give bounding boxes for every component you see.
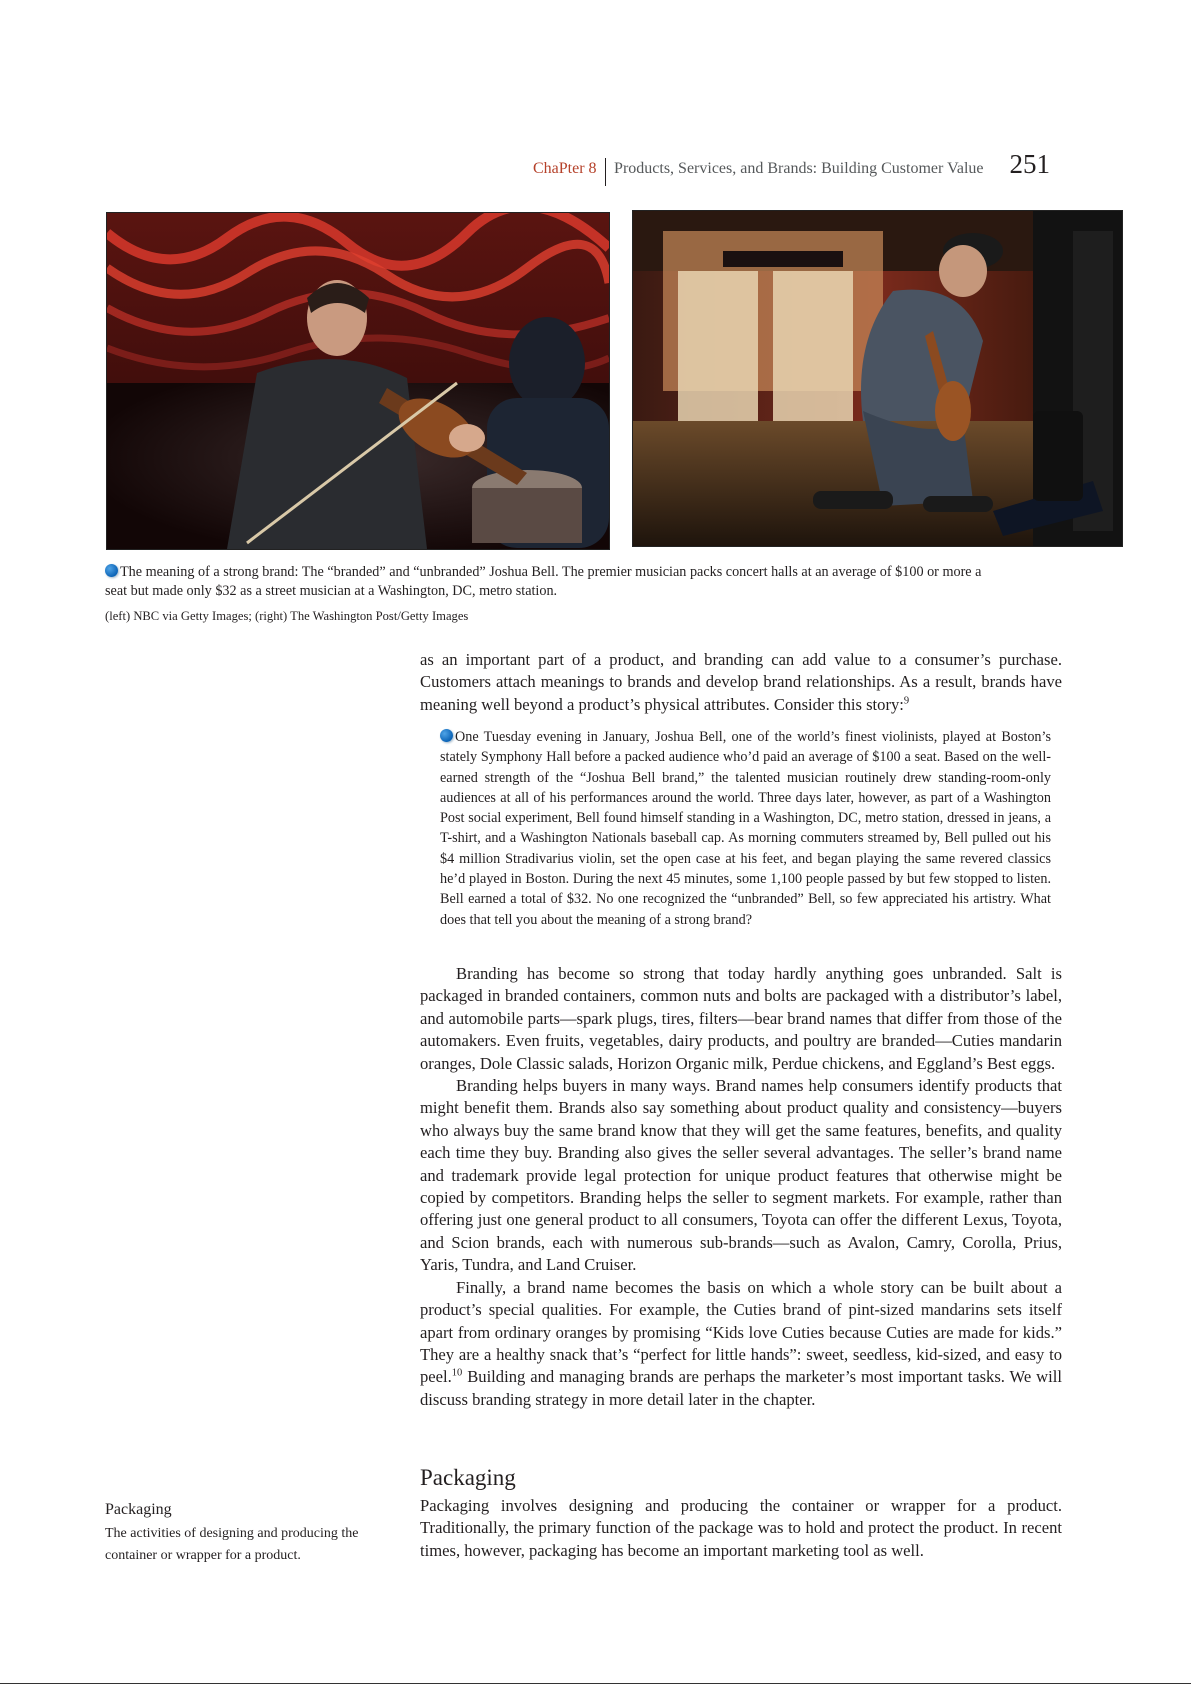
glossary-definition: The activities of designing and producing the container or wrapper for a product. xyxy=(105,1526,359,1563)
endnote-ref-10: 10 xyxy=(451,1367,463,1379)
paragraph-branding-strong: Branding has become so strong that today hardly anything goes unbranded. Salt is packaged in branded containers, common nuts and bolts are packaged with a distributor’s label, and automobile parts—spark plugs, tires, filters—bear brand names that differ from those of the automakers. Even fruits, vegetables, dairy products, and poultry are branded—Cuties mandarin oranges, Dole Classic salads, Horizon Organic milk, Perdue chickens, and Eggland’s Best eggs. xyxy=(420,964,1062,1073)
paragraph-brand-story xyxy=(420,1277,1062,1411)
intro-paragraph xyxy=(420,649,1062,716)
glossary-term: Packaging xyxy=(105,1501,172,1518)
metro-photo-illustration xyxy=(633,211,1122,546)
photo-branded-bell xyxy=(106,212,610,550)
packaging-paragraph xyxy=(420,1495,1062,1562)
photo-credit: (left) NBC via Getty Images; (right) The Washington Post/Getty Images xyxy=(105,609,469,623)
section-heading-packaging: Packaging xyxy=(420,1465,516,1490)
caption-text: The meaning of a strong brand: The “branded” and “unbranded” Joshua Bell. The premier musician packs concert halls at an average of $100 or more a seat but made only $32 as a street musician at a Washington, DC, metro station. xyxy=(105,564,982,599)
story-excerpt xyxy=(440,727,1051,930)
page-number: 251 xyxy=(1009,149,1050,179)
story-text: One Tuesday evening in January, Joshua Bell, one of the world’s finest violinists, played at Boston’s stately Symphony Hall before a packed audience who’d paid an average of $100 a seat. Based on the well-earned strength of the “Joshua Bell brand,” the talented musician routinely drew standing-room-only audiences at all of his performances around the world. Three days later, however, as part of a Washington Post social experiment, Bell found himself standing in a Washington, DC, metro station, dressed in jeans, a T-shirt, and a Washington Nationals baseball cap. As morning commuters streamed by, Bell pulled out his $4 million Stradivarius violin, set the open case at his feet, and began playing the same revered classics he’d played in Boston. During the next 45 minutes, some 1,100 people passed by but few stopped to listen. Bell earned a total of $32. No one recognized the “unbranded” Bell, so few appreciated his artistry. What does that tell you about the meaning of a strong brand? xyxy=(440,729,1051,928)
marker-dot-icon xyxy=(105,564,118,577)
marker-dot-icon xyxy=(440,729,453,742)
photo-caption xyxy=(105,563,985,601)
running-header xyxy=(420,149,1050,182)
paragraph-brand-story-b: Building and managing brands are perhaps the marketer’s most important tasks. We will discuss branding strategy in more detail later in the chapter. xyxy=(420,1367,1062,1409)
body-text xyxy=(420,963,1062,1411)
footer-rule xyxy=(0,1683,1191,1684)
photo-unbranded-bell xyxy=(632,210,1123,547)
intro-text: as an important part of a product, and branding can add value to a consumer’s purchase. Customers attach meanings to brands and develop brand relationships. As a result, brands have meaning well beyond a product’s physical attributes. Consider this story: xyxy=(420,650,1062,714)
concert-photo-illustration xyxy=(107,213,609,549)
paragraph-branding-helps: Branding helps buyers in many ways. Brand names help consumers identify products that might benefit them. Brands also say something about product quality and consistency—buyers who always buy the same brand know that they will get the same features, benefits, and quality each time they buy. Branding also gives the seller several advantages. The seller’s brand name and trademark provide legal protection for unique product features that otherwise might be copied by competitors. Branding helps the seller to segment markets. For example, rather than offering just one general product to all consumers, Toyota can offer the different Lexus, Toyota, and Scion brands, each with numerous sub-brands—such as Avalon, Camry, Corolla, Prius, Yaris, Tundra, and Land Cruiser. xyxy=(420,1076,1062,1275)
header-divider xyxy=(605,158,607,186)
paragraph-brand-story-a: Finally, a brand name becomes the basis on which a whole story can be built about a product’s special qualities. For example, the Cuties brand of pint-sized mandarins sets itself apart from ordinary oranges by promising “Kids love Cuties because Cuties are made for kids.” They are a healthy snack that’s “perfect for little hands”: sweet, seedless, kid-sized, and easy to peel. xyxy=(420,1277,1062,1387)
packaging-text: Packaging involves designing and producing the container or wrapper for a product. Traditionally, the primary function of the package was to hold and protect the product. In recent times, however, packaging has become an important marketing tool as well. xyxy=(420,1496,1062,1560)
chapter-title: Products, Services, and Brands: Building Customer Value xyxy=(614,160,984,177)
endnote-ref-9: 9 xyxy=(903,695,910,707)
chapter-label: ChaPter 8 xyxy=(533,160,597,177)
